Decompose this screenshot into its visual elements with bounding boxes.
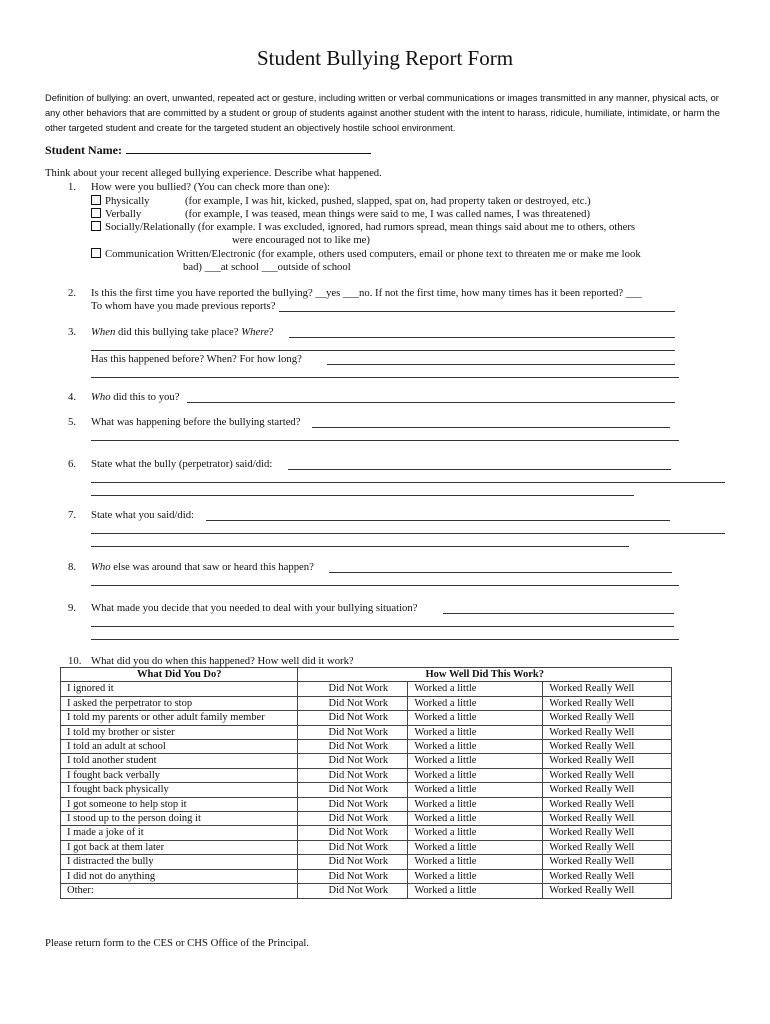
social-text: Socially/Relationally (for example. I was excluded, ignored, had rumors spread, mean things said about me to others, others: [105, 221, 636, 233]
q8-who: Who: [91, 561, 111, 573]
did-not-work-option[interactable]: Did Not Work: [298, 740, 408, 754]
q7-answer-line-3[interactable]: [91, 546, 629, 547]
verbally-checkbox[interactable]: [91, 208, 101, 218]
q2-previous-reports: To whom have you made previous reports?: [91, 300, 276, 312]
return-instructions: Please return form to the CES or CHS Office of the Principal.: [45, 937, 309, 949]
q7-number: 7.: [68, 509, 77, 521]
worked-a-little-option[interactable]: Worked a little: [408, 884, 543, 898]
table-header-row: [61, 668, 672, 682]
social-checkbox[interactable]: [91, 221, 101, 231]
q2-text: Is this the first time you have reported the bullying? __yes ___no. If not the first time, how many times has it been reported? ___: [91, 287, 642, 299]
q6-number: 6.: [68, 458, 77, 470]
q2-answer-line[interactable]: [279, 311, 675, 312]
communication-checkbox[interactable]: [91, 248, 101, 258]
q5-text: What was happening before the bullying started?: [91, 416, 301, 428]
q1-text: How were you bullied? (You can check more than one):: [91, 181, 331, 193]
table-row: [61, 869, 672, 883]
worked-a-little-option[interactable]: Worked a little: [408, 826, 543, 840]
q3-did: did this bullying take place?: [115, 326, 242, 338]
did-not-work-option[interactable]: Did Not Work: [298, 696, 408, 710]
did-not-work-option[interactable]: Did Not Work: [298, 768, 408, 782]
q4-rest: did this to you?: [110, 391, 180, 403]
q8-number: 8.: [68, 561, 77, 573]
student-name-label: Student Name:: [45, 143, 122, 157]
table-row: [61, 740, 672, 754]
response-table: [60, 667, 672, 899]
table-row: [61, 696, 672, 710]
worked-really-well-option[interactable]: Worked Really Well: [543, 812, 672, 826]
action-cell: Other:: [61, 884, 298, 898]
worked-really-well-option[interactable]: Worked Really Well: [543, 696, 672, 710]
q3-answer-line-4[interactable]: [91, 377, 679, 378]
q9-answer-line-1[interactable]: [443, 613, 674, 614]
q6-answer-line-1[interactable]: [288, 469, 671, 470]
worked-really-well-option[interactable]: Worked Really Well: [543, 740, 672, 754]
action-cell: I told my parents or other adult family member: [61, 711, 298, 725]
action-cell: I made a joke of it: [61, 826, 298, 840]
communication-text: Communication Written/Electronic (for example, others used computers, email or phone text to threaten me or make me look: [105, 248, 641, 260]
did-not-work-option[interactable]: Did Not Work: [298, 812, 408, 826]
worked-really-well-option[interactable]: Worked Really Well: [543, 725, 672, 739]
table-row: [61, 783, 672, 797]
q9-answer-line-2[interactable]: [91, 626, 674, 627]
q9-answer-line-3[interactable]: [91, 639, 679, 640]
action-cell: I got someone to help stop it: [61, 797, 298, 811]
q6-text: State what the bully (perpetrator) said/did:: [91, 458, 273, 470]
q10-number: 10.: [68, 655, 82, 667]
worked-a-little-option[interactable]: Worked a little: [408, 812, 543, 826]
worked-really-well-option[interactable]: Worked Really Well: [543, 884, 672, 898]
worked-a-little-option[interactable]: Worked a little: [408, 869, 543, 883]
social-text-continued: were encouraged not to like me): [232, 234, 370, 246]
worked-a-little-option[interactable]: Worked a little: [408, 711, 543, 725]
bullying-definition: Definition of bullying: an overt, unwanted, repeated act or gesture, including written or verbal communications or images transmitted in any manner, physical acts, or any other behaviors that are committed by a student or group of students against another student with the intent to harass, ridicule, humiliate, intimidate, or harm the other targeted student and create for the targeted student an objectively hostile school environment.: [45, 93, 720, 133]
q9-text: What made you decide that you needed to deal with your bullying situation?: [91, 602, 418, 614]
worked-a-little-option[interactable]: Worked a little: [408, 855, 543, 869]
table-row: [61, 754, 672, 768]
student-name-field[interactable]: [126, 141, 371, 154]
q3-number: 3.: [68, 326, 77, 338]
verbally-label: Verbally: [105, 208, 142, 220]
student-name-row: [45, 141, 371, 158]
worked-really-well-option[interactable]: Worked Really Well: [543, 682, 672, 696]
q4-who: Who: [91, 391, 111, 403]
did-not-work-option[interactable]: Did Not Work: [298, 711, 408, 725]
q3-qmark: ?: [268, 326, 274, 338]
did-not-work-option[interactable]: Did Not Work: [298, 783, 408, 797]
action-cell: I asked the perpetrator to stop: [61, 696, 298, 710]
worked-really-well-option[interactable]: Worked Really Well: [543, 855, 672, 869]
did-not-work-option[interactable]: Did Not Work: [298, 682, 408, 696]
q9-number: 9.: [68, 602, 77, 614]
action-cell: I told my brother or sister: [61, 725, 298, 739]
table-row: [61, 725, 672, 739]
q8-answer-line-2[interactable]: [91, 585, 679, 586]
q7-answer-line-2[interactable]: [91, 533, 725, 534]
intro-text: Think about your recent alleged bullying experience. Describe what happened.: [45, 167, 382, 179]
table-row: [61, 884, 672, 898]
communication-text-continued: bad) ___at school ___outside of school: [183, 261, 351, 273]
action-cell: I distracted the bully: [61, 855, 298, 869]
q7-text: State what you said/did:: [91, 509, 195, 521]
q2-number: 2.: [68, 287, 77, 299]
form-title: Student Bullying Report Form: [256, 46, 514, 70]
worked-really-well-option[interactable]: Worked Really Well: [543, 711, 672, 725]
worked-really-well-option[interactable]: Worked Really Well: [543, 768, 672, 782]
table-row: [61, 812, 672, 826]
q6-answer-line-3[interactable]: [91, 495, 634, 496]
verbally-example: (for example, I was teased, mean things were said to me, I was called names, I was threatened): [185, 208, 591, 220]
physically-example: (for example, I was hit, kicked, pushed, slapped, spat on, had property taken or destroyed, etc.): [185, 195, 591, 207]
q8-text: [91, 561, 314, 574]
worked-really-well-option[interactable]: Worked Really Well: [543, 840, 672, 854]
q3-has-happened: Has this happened before? When? For how long?: [91, 353, 302, 365]
worked-a-little-option[interactable]: Worked a little: [408, 768, 543, 782]
q5-number: 5.: [68, 416, 77, 428]
action-cell: I fought back verbally: [61, 768, 298, 782]
did-not-work-option[interactable]: Did Not Work: [298, 884, 408, 898]
did-not-work-option[interactable]: Did Not Work: [298, 754, 408, 768]
worked-really-well-option[interactable]: Worked Really Well: [543, 754, 672, 768]
action-cell: I did not do anything: [61, 869, 298, 883]
worked-really-well-option[interactable]: Worked Really Well: [543, 797, 672, 811]
table-row: [61, 826, 672, 840]
q7-answer-line-1[interactable]: [206, 520, 670, 521]
q3-answer-line-2[interactable]: [91, 350, 675, 351]
table-row: [61, 797, 672, 811]
action-cell: I ignored it: [61, 682, 298, 696]
q3-answer-line-3[interactable]: [327, 364, 675, 365]
table-row: [61, 711, 672, 725]
q4-text: [91, 391, 179, 404]
table-row: [61, 682, 672, 696]
did-not-work-option[interactable]: Did Not Work: [298, 840, 408, 854]
how-well-header: How Well Did This Work?: [298, 668, 672, 682]
action-cell: I told an adult at school: [61, 740, 298, 754]
q8-rest: else was around that saw or heard this happen?: [110, 561, 314, 573]
worked-a-little-option[interactable]: Worked a little: [408, 696, 543, 710]
q8-answer-line-1[interactable]: [329, 572, 672, 573]
q1-option-communication: [91, 248, 641, 261]
q6-answer-line-2[interactable]: [91, 482, 725, 483]
table-row: [61, 840, 672, 854]
action-cell: I got back at them later: [61, 840, 298, 854]
q4-number: 4.: [68, 391, 77, 403]
worked-a-little-option[interactable]: Worked a little: [408, 725, 543, 739]
q5-answer-line-2[interactable]: [91, 440, 679, 441]
worked-a-little-option[interactable]: Worked a little: [408, 783, 543, 797]
q10-text: What did you do when this happened? How well did it work?: [91, 655, 354, 667]
worked-a-little-option[interactable]: Worked a little: [408, 682, 543, 696]
did-not-work-option[interactable]: Did Not Work: [298, 725, 408, 739]
did-not-work-option[interactable]: Did Not Work: [298, 855, 408, 869]
q1-number: 1.: [68, 181, 77, 193]
q3-where: Where: [241, 326, 269, 338]
q1-option-social: [91, 221, 635, 234]
q3-when: When: [91, 326, 116, 338]
action-cell: I told another student: [61, 754, 298, 768]
what-did-you-do-header: What Did You Do?: [61, 668, 298, 682]
action-cell: I stood up to the person doing it: [61, 812, 298, 826]
worked-really-well-option[interactable]: Worked Really Well: [543, 783, 672, 797]
q1-option-verbally: [91, 208, 590, 221]
worked-a-little-option[interactable]: Worked a little: [408, 840, 543, 854]
q5-answer-line-1[interactable]: [312, 427, 670, 428]
worked-a-little-option[interactable]: Worked a little: [408, 740, 543, 754]
physically-label: Physically: [105, 195, 150, 207]
did-not-work-option[interactable]: Did Not Work: [298, 826, 408, 840]
physically-checkbox[interactable]: [91, 195, 101, 205]
q3-answer-line-1[interactable]: [289, 337, 675, 338]
q1-option-physically: [91, 195, 591, 208]
worked-really-well-option[interactable]: Worked Really Well: [543, 869, 672, 883]
worked-a-little-option[interactable]: Worked a little: [408, 754, 543, 768]
worked-a-little-option[interactable]: Worked a little: [408, 797, 543, 811]
did-not-work-option[interactable]: Did Not Work: [298, 797, 408, 811]
table-row: [61, 855, 672, 869]
table-row: [61, 768, 672, 782]
q3-text: [91, 326, 273, 339]
did-not-work-option[interactable]: Did Not Work: [298, 869, 408, 883]
action-cell: I fought back physically: [61, 783, 298, 797]
worked-really-well-option[interactable]: Worked Really Well: [543, 826, 672, 840]
q4-answer-line[interactable]: [187, 402, 675, 403]
